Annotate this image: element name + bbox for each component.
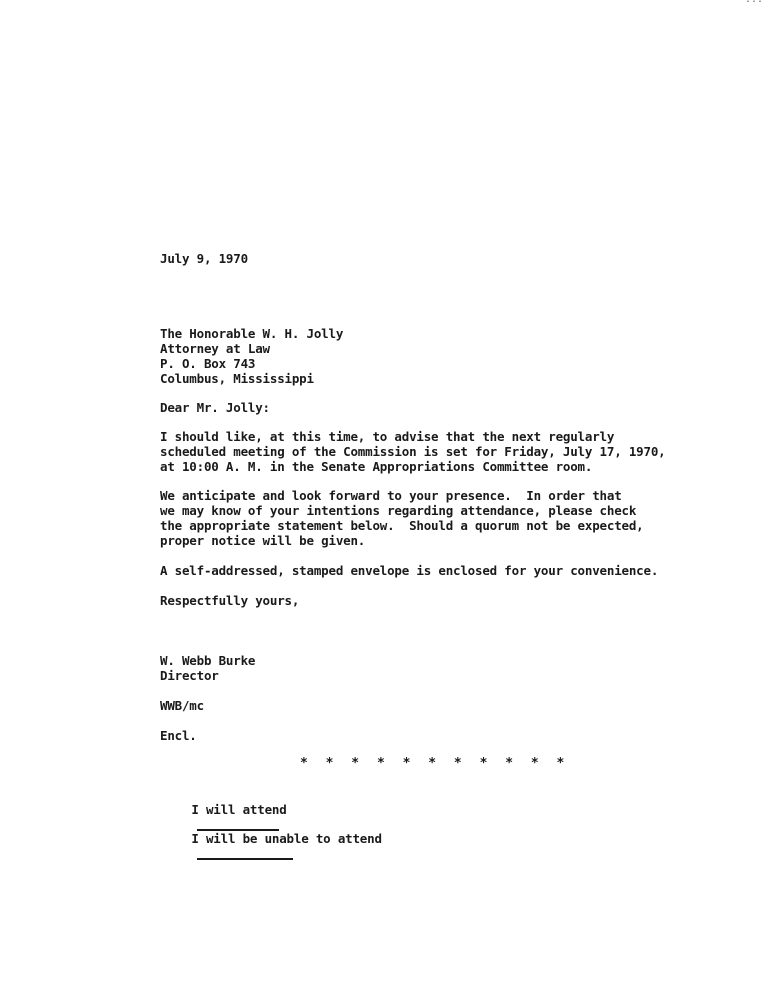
paragraph-2-line-2: we may know of your intentions regarding attendance, please check — [160, 503, 637, 518]
signature-title: Director — [160, 668, 219, 683]
paragraph-1-line-3: at 10:00 A. M. in the Senate Appropriations Committee room. — [160, 459, 593, 474]
paragraph-2-line-4: proper notice will be given. — [160, 533, 366, 548]
paragraph-1-line-2: scheduled meeting of the Commission is set for Friday, July 17, 1970, — [160, 444, 666, 459]
closing: Respectfully yours, — [160, 593, 300, 608]
address-line-3: P. O. Box 743 — [160, 356, 256, 371]
separator-stars: * * * * * * * * * * * — [300, 756, 570, 771]
address-line-2: Attorney at Law — [160, 341, 270, 356]
paragraph-2-line-3: the appropriate statement below. Should a quorum not be expected, — [160, 518, 644, 533]
paragraph-2-line-1: We anticipate and look forward to your presence. In order that — [160, 488, 622, 503]
address-line-4: Columbus, Mississippi — [160, 371, 314, 386]
enclosure: Encl. — [160, 728, 197, 743]
salutation: Dear Mr. Jolly: — [160, 400, 270, 415]
attend-label: I will attend — [191, 802, 287, 817]
unable-label: I will be unable to attend — [191, 831, 382, 846]
paragraph-3: A self-addressed, stamped envelope is enclosed for your convenience. — [160, 563, 659, 578]
initials: WWB/mc — [160, 698, 204, 713]
corner-mark — [745, 0, 763, 5]
paragraph-1-line-1: I should like, at this time, to advise that the next regularly — [160, 429, 615, 444]
unable-row — [162, 816, 382, 878]
unable-blank[interactable] — [197, 846, 293, 860]
signature-name: W. Webb Burke — [160, 653, 256, 668]
address-line-1: The Honorable W. H. Jolly — [160, 326, 344, 341]
letter-date: July 9, 1970 — [160, 251, 248, 266]
